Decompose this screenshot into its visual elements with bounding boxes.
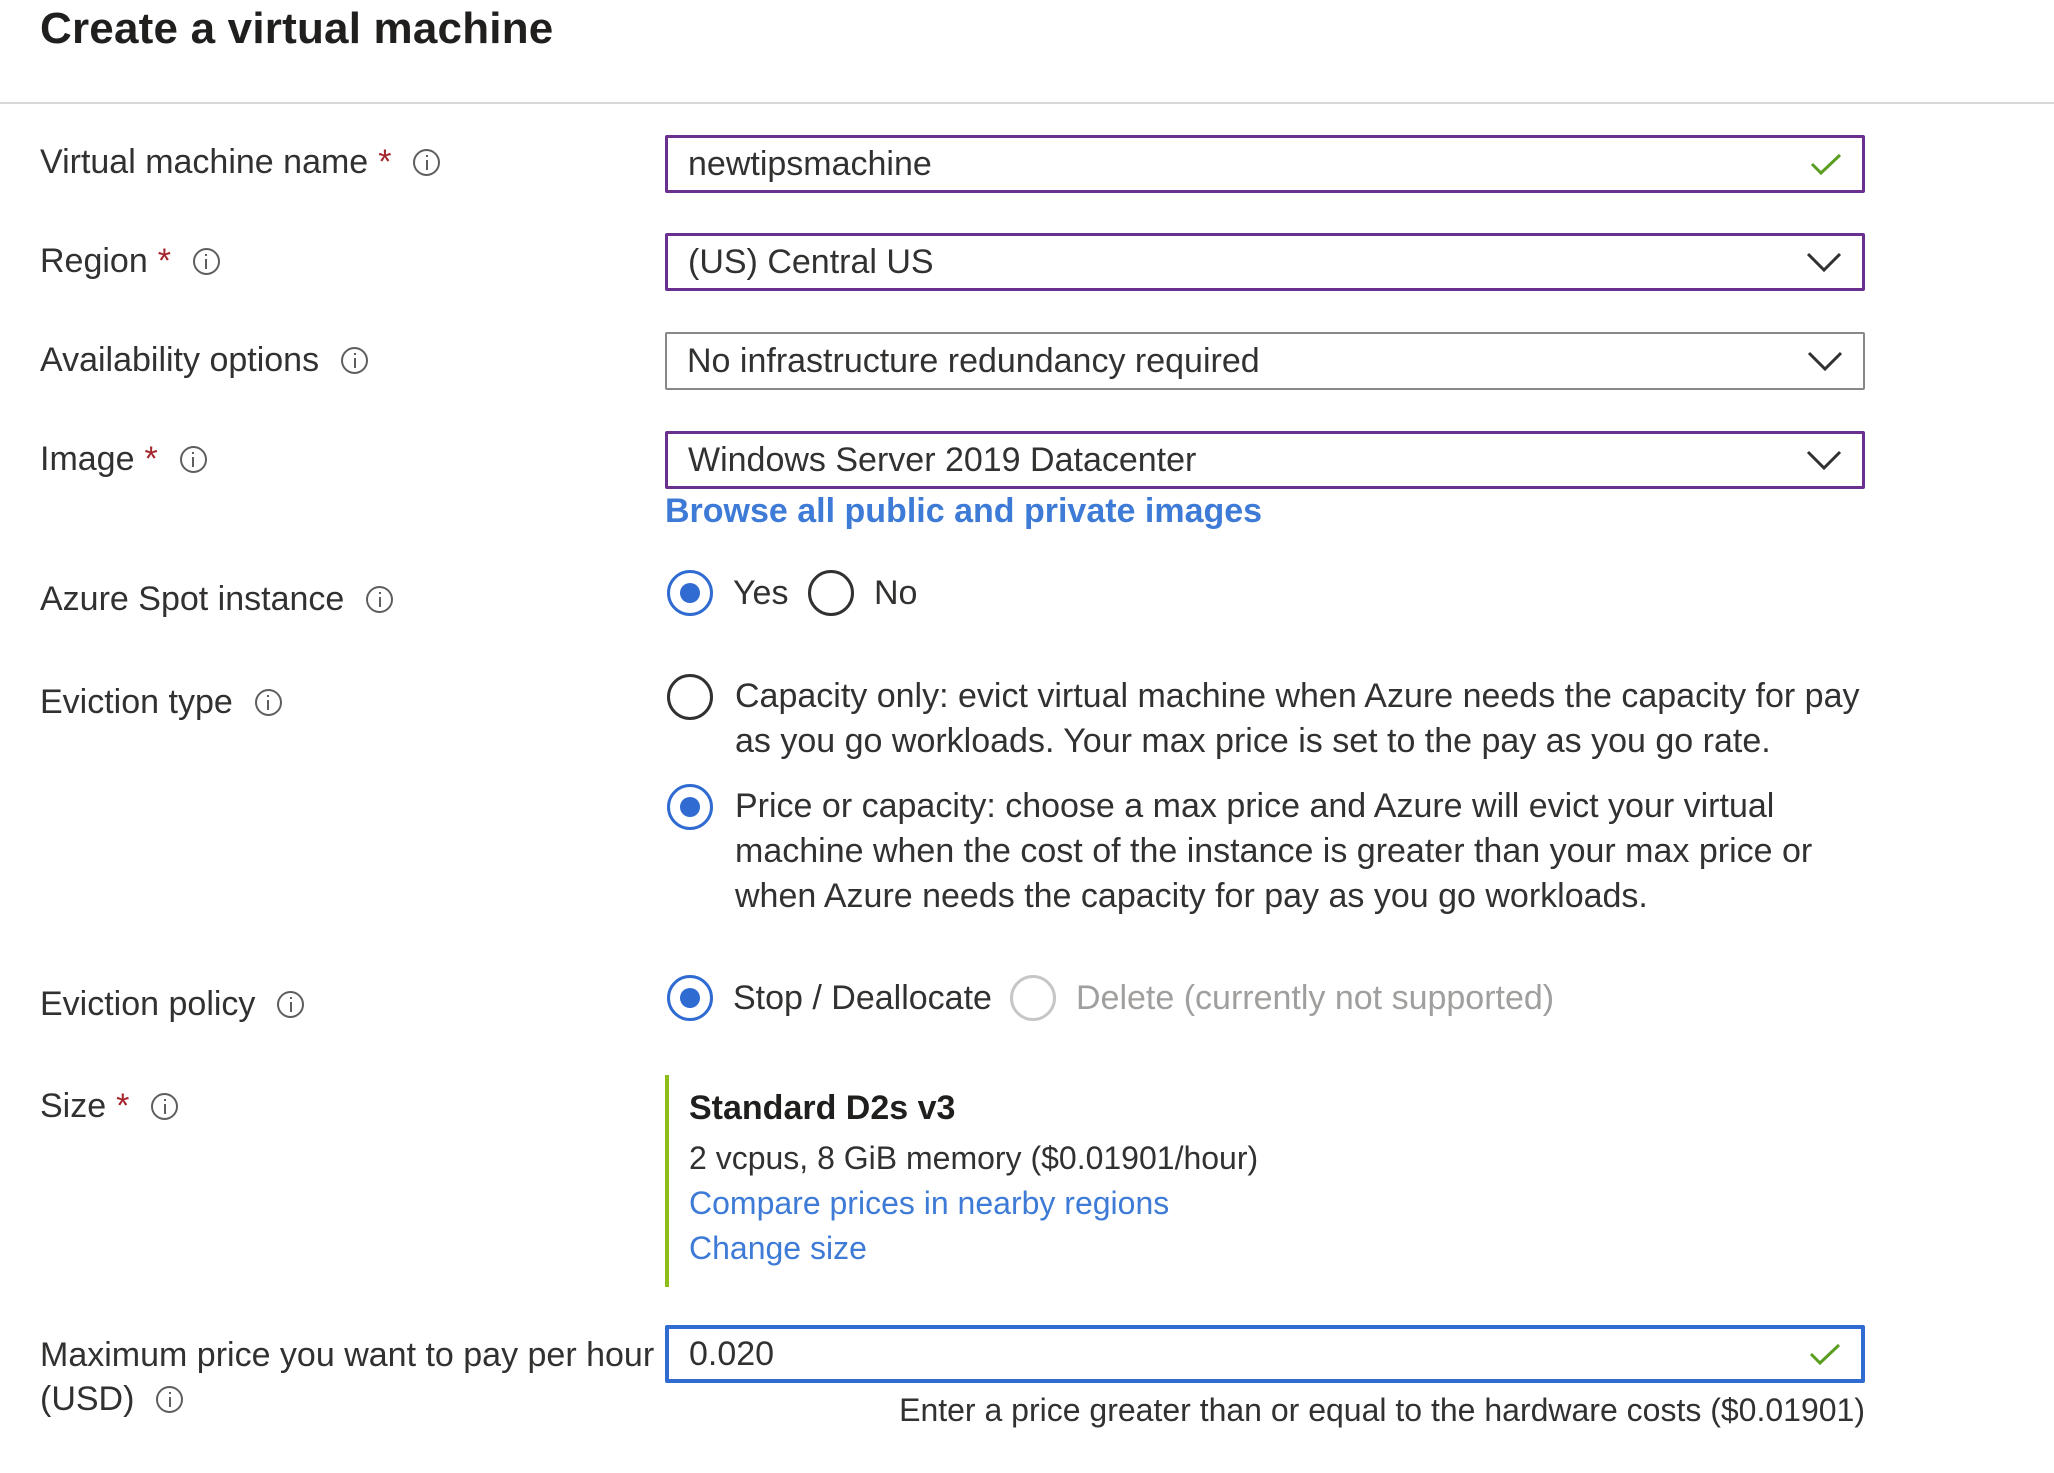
radio-disabled (1010, 975, 1056, 1021)
size-description: 2 vcpus, 8 GiB memory ($0.01901/hour) (689, 1140, 1259, 1176)
info-icon[interactable] (366, 586, 393, 613)
eviction-policy-stop-label: Stop / Deallocate (733, 978, 992, 1017)
size-label-text: Size (40, 1087, 107, 1125)
title-divider (0, 102, 2054, 104)
max-price-label-line2: (USD) (40, 1380, 135, 1418)
compare-prices-link[interactable]: Compare prices in nearby regions (689, 1185, 1170, 1221)
vm-name-label (40, 143, 440, 182)
availability-label-text: Availability options (40, 341, 320, 379)
browse-images-link[interactable]: Browse all public and private images (665, 492, 1263, 530)
max-price-label (40, 1333, 654, 1421)
vm-name-label-text: Virtual machine name (40, 143, 369, 181)
checkmark-icon (1809, 1342, 1841, 1366)
vm-name-value[interactable]: newtipsmachine (688, 144, 932, 183)
eviction-policy-delete-label: Delete (currently not supported) (1076, 978, 1555, 1017)
spot-label (40, 580, 393, 619)
size-name: Standard D2s v3 (689, 1089, 956, 1127)
radio-selected[interactable] (667, 975, 713, 1021)
eviction-type-label (40, 683, 282, 722)
spot-label-text: Azure Spot instance (40, 580, 345, 618)
image-label (40, 440, 207, 479)
info-icon[interactable] (180, 446, 207, 473)
info-icon[interactable] (151, 1093, 178, 1120)
chevron-down-icon[interactable] (1807, 350, 1843, 372)
radio-selected[interactable] (667, 784, 713, 830)
eviction-price-or-capacity-option[interactable] (667, 784, 1867, 919)
max-price-input[interactable] (665, 1325, 1865, 1383)
max-price-help-text: Enter a price greater than or equal to the hardware costs ($0.01901) (899, 1392, 1865, 1428)
availability-label (40, 341, 368, 380)
info-icon[interactable] (277, 991, 304, 1018)
max-price-label-line2-row (40, 1377, 654, 1421)
eviction-policy-label-text: Eviction policy (40, 985, 256, 1023)
info-icon[interactable] (255, 689, 282, 716)
eviction-capacity-only-text: Capacity only: evict virtual machine when Azure needs the capacity for pay as you go workloads. Your max price is set to the pay as you go rate. (735, 677, 1860, 760)
availability-value[interactable]: No infrastructure redundancy required (687, 341, 1260, 380)
spot-no-label: No (874, 573, 918, 612)
info-icon[interactable] (193, 248, 220, 275)
vm-name-input[interactable] (665, 135, 1865, 193)
change-size-link[interactable]: Change size (689, 1230, 867, 1266)
image-select[interactable] (665, 431, 1865, 489)
eviction-type-label-text: Eviction type (40, 683, 233, 721)
required-marker: * (157, 242, 171, 280)
region-label (40, 242, 220, 281)
eviction-policy-stop-option[interactable] (667, 975, 992, 1021)
region-value[interactable]: (US) Central US (688, 242, 934, 281)
spot-radio-yes[interactable] (667, 570, 788, 616)
eviction-policy-label (40, 985, 304, 1024)
eviction-policy-delete-option (1010, 975, 1554, 1021)
page-title: Create a virtual machine (40, 4, 554, 53)
eviction-capacity-only-option[interactable] (667, 674, 1867, 764)
chevron-down-icon[interactable] (1806, 251, 1842, 273)
radio-selected[interactable] (667, 570, 713, 616)
radio-unselected[interactable] (808, 570, 854, 616)
info-icon[interactable] (156, 1386, 183, 1413)
max-price-value[interactable]: 0.020 (689, 1334, 775, 1373)
info-icon[interactable] (413, 149, 440, 176)
info-icon[interactable] (341, 347, 368, 374)
image-label-text: Image (40, 440, 135, 478)
spot-yes-label: Yes (733, 573, 789, 612)
checkmark-icon (1810, 152, 1842, 176)
required-marker: * (378, 143, 392, 181)
image-value[interactable]: Windows Server 2019 Datacenter (688, 440, 1197, 479)
size-label (40, 1087, 178, 1126)
required-marker: * (116, 1087, 130, 1125)
size-summary (665, 1075, 1789, 1287)
region-select[interactable] (665, 233, 1865, 291)
spot-radio-no[interactable] (808, 570, 917, 616)
region-label-text: Region (40, 242, 148, 280)
radio-unselected[interactable] (667, 674, 713, 720)
eviction-price-or-capacity-text: Price or capacity: choose a max price and Azure will evict your virtual machine when the cost of the instance is greater than your max price or when Azure needs the capacity for pay as you go workloads. (735, 787, 1813, 915)
required-marker: * (144, 440, 158, 478)
chevron-down-icon[interactable] (1806, 449, 1842, 471)
max-price-label-line1: Maximum price you want to pay per hour (40, 1336, 655, 1374)
availability-select[interactable] (665, 332, 1865, 390)
